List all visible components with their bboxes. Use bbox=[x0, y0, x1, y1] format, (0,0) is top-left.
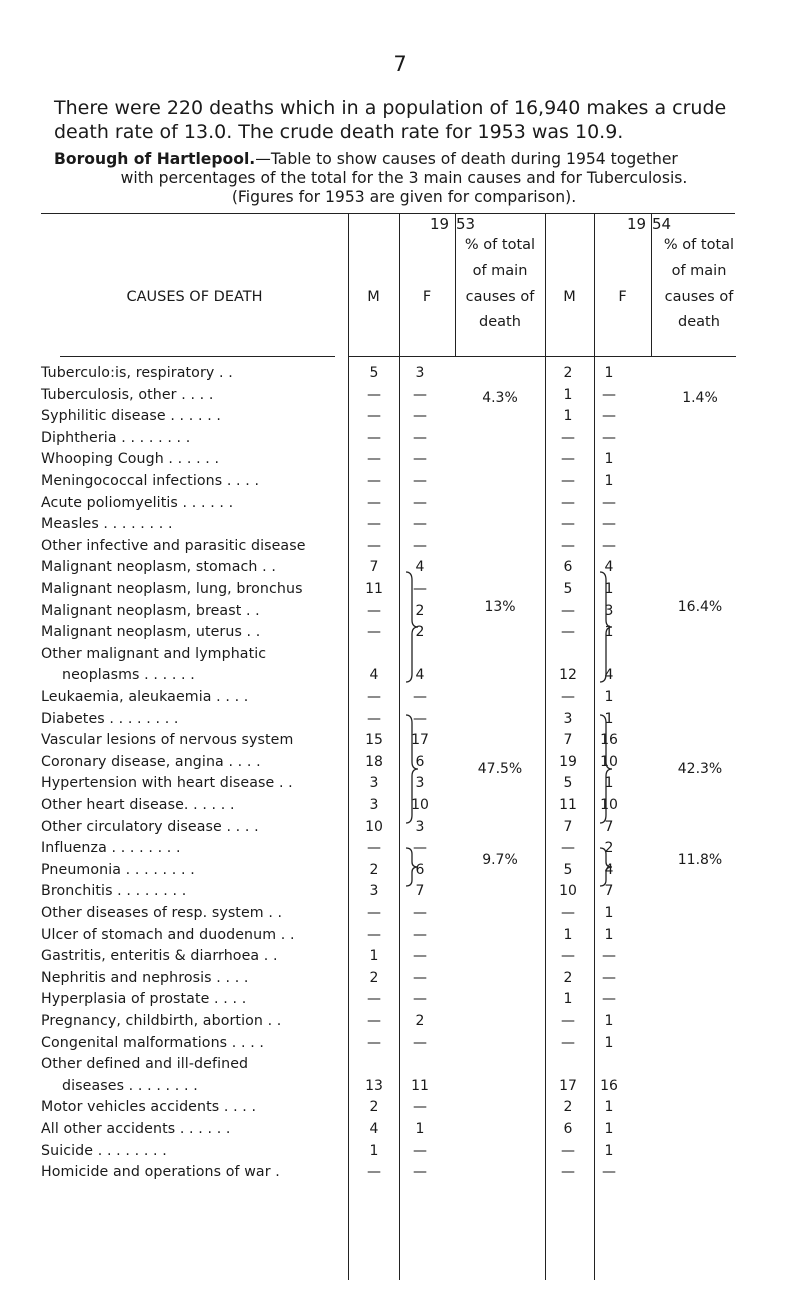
cell-f54: — bbox=[602, 408, 616, 424]
cell-m53: 3 bbox=[369, 775, 379, 791]
cause-label: Other defined and ill-defined bbox=[41, 1056, 249, 1072]
header-pct-1953-line-2: of main bbox=[472, 263, 528, 279]
cause-label: Ulcer of stomach and duodenum . . bbox=[41, 927, 295, 943]
table-caption-line-1 bbox=[54, 150, 754, 169]
cell-f54: 4 bbox=[604, 862, 614, 878]
cell-f53: — bbox=[413, 840, 427, 856]
cell-f54: 1 bbox=[604, 624, 614, 640]
cell-m54: — bbox=[561, 948, 575, 964]
cause-label: neoplasms . . . . . . bbox=[62, 667, 195, 683]
cause-label: Malignant neoplasm, lung, bronchus bbox=[41, 581, 303, 597]
year-1953-left: 19 bbox=[430, 215, 450, 233]
cause-label: Measles . . . . . . . . bbox=[41, 516, 173, 532]
cell-f53: — bbox=[413, 991, 427, 1007]
cell-f53: — bbox=[413, 473, 427, 489]
cell-f54: 1 bbox=[604, 775, 614, 791]
cause-label: Bronchitis . . . . . . . . bbox=[41, 883, 187, 899]
cell-f53: — bbox=[413, 516, 427, 532]
cause-label: Other circulatory disease . . . . bbox=[41, 819, 259, 835]
cell-f53: 4 bbox=[415, 667, 425, 683]
cell-f53: — bbox=[413, 711, 427, 727]
cell-m53: — bbox=[367, 1035, 381, 1051]
cell-m54: 1 bbox=[563, 408, 573, 424]
cell-f53: — bbox=[413, 905, 427, 921]
cell-f53: — bbox=[413, 387, 427, 403]
cell-m53: — bbox=[367, 1164, 381, 1180]
cell-f54: — bbox=[602, 538, 616, 554]
cell-f53: — bbox=[413, 430, 427, 446]
cause-label: Vascular lesions of nervous system bbox=[41, 732, 294, 748]
cell-m53: — bbox=[367, 603, 381, 619]
cell-m53: 15 bbox=[365, 732, 383, 748]
cell-f54: 16 bbox=[600, 732, 618, 748]
cell-m54: — bbox=[561, 840, 575, 856]
cause-label: Diabetes . . . . . . . . bbox=[41, 711, 179, 727]
cell-m54: — bbox=[561, 538, 575, 554]
cause-label: Influenza . . . . . . . . bbox=[41, 840, 181, 856]
cause-label: Tuberculo:is, respiratory . . bbox=[41, 365, 233, 381]
cell-f54: — bbox=[602, 1164, 616, 1180]
cell-f54: 1 bbox=[604, 1013, 614, 1029]
cell-m54: 1 bbox=[563, 387, 573, 403]
cell-m53: — bbox=[367, 905, 381, 921]
cell-m54: 7 bbox=[563, 819, 573, 835]
cell-m53: 13 bbox=[365, 1078, 383, 1094]
cell-f53: 6 bbox=[415, 862, 425, 878]
cause-label: Other heart disease. . . . . . bbox=[41, 797, 235, 813]
pct-1953-respiratory: 9.7% bbox=[482, 852, 518, 868]
year-1954-left: 19 bbox=[627, 215, 647, 233]
cell-f54: 1 bbox=[604, 927, 614, 943]
cause-label: Acute poliomyelitis . . . . . . bbox=[41, 495, 234, 511]
cell-m54: — bbox=[561, 905, 575, 921]
cell-f53: 2 bbox=[415, 1013, 425, 1029]
cell-m54: — bbox=[561, 1164, 575, 1180]
cell-f54: 1 bbox=[604, 451, 614, 467]
cell-m54: — bbox=[561, 495, 575, 511]
cell-f53: — bbox=[413, 1099, 427, 1115]
pct-1954-tuberculosis: 1.4% bbox=[682, 390, 718, 406]
cell-f53: 6 bbox=[415, 754, 425, 770]
cell-f53: — bbox=[413, 581, 427, 597]
cell-f54: 1 bbox=[604, 1143, 614, 1159]
cell-m53: 11 bbox=[365, 581, 383, 597]
cell-f53: — bbox=[413, 538, 427, 554]
cell-f54: — bbox=[602, 387, 616, 403]
cell-m53: — bbox=[367, 624, 381, 640]
cause-label: Meningococcal infections . . . . bbox=[41, 473, 260, 489]
cell-m54: 12 bbox=[559, 667, 577, 683]
cell-m53: — bbox=[367, 387, 381, 403]
cell-m54: 2 bbox=[563, 1099, 573, 1115]
table-top-rule bbox=[41, 213, 735, 214]
column-rule-4 bbox=[545, 213, 546, 1280]
cell-m53: 3 bbox=[369, 797, 379, 813]
cell-m54: 6 bbox=[563, 559, 573, 575]
header-pct-1953-line-3: causes of bbox=[465, 289, 535, 305]
cell-f54: 7 bbox=[604, 819, 614, 835]
cause-label: Leukaemia, aleukaemia . . . . bbox=[41, 689, 249, 705]
cause-label: Hyperplasia of prostate . . . . bbox=[41, 991, 247, 1007]
cell-f53: — bbox=[413, 948, 427, 964]
cell-m53: — bbox=[367, 538, 381, 554]
cell-m53: — bbox=[367, 927, 381, 943]
cell-m53: 10 bbox=[365, 819, 383, 835]
cell-f54: — bbox=[602, 948, 616, 964]
cell-f53: — bbox=[413, 927, 427, 943]
intro-line-1: There were 220 deaths which in a population of 16,940 makes a crude bbox=[54, 97, 727, 119]
cell-f54: 7 bbox=[604, 883, 614, 899]
pct-1953-circulatory: 47.5% bbox=[477, 761, 523, 777]
cause-label: Whooping Cough . . . . . . bbox=[41, 451, 220, 467]
cell-f54: 10 bbox=[600, 797, 618, 813]
cell-m54: 6 bbox=[563, 1121, 573, 1137]
cell-m54: — bbox=[561, 451, 575, 467]
cell-f53: — bbox=[413, 1143, 427, 1159]
cell-f54: — bbox=[602, 495, 616, 511]
header-pct-1954-line-4: death bbox=[678, 314, 720, 330]
cell-m54: 5 bbox=[563, 862, 573, 878]
cell-f54: 1 bbox=[604, 689, 614, 705]
cell-f54: 1 bbox=[604, 1035, 614, 1051]
cause-label: Other infective and parasitic disease bbox=[41, 538, 306, 554]
intro-line-2: death rate of 13.0. The crude death rate for 1953 was 10.9. bbox=[54, 121, 624, 143]
cause-label: Syphilitic disease . . . . . . bbox=[41, 408, 222, 424]
cause-label: Diphtheria . . . . . . . . bbox=[41, 430, 191, 446]
cell-f54: 4 bbox=[604, 667, 614, 683]
cell-m53: 2 bbox=[369, 970, 379, 986]
cause-label: Pregnancy, childbirth, abortion . . bbox=[41, 1013, 282, 1029]
cell-m54: 5 bbox=[563, 581, 573, 597]
header-pct-1954-line-2: of main bbox=[671, 263, 727, 279]
cell-f54: — bbox=[602, 970, 616, 986]
cause-label: Homicide and operations of war . bbox=[41, 1164, 280, 1180]
cell-f53: — bbox=[413, 408, 427, 424]
table-caption-line-3: (Figures for 1953 are given for comparison). bbox=[231, 188, 577, 206]
table-caption-rest: —Table to show causes of death during 1954 together bbox=[255, 150, 678, 168]
cell-f53: 7 bbox=[415, 883, 425, 899]
cause-label: Nephritis and nephrosis . . . . bbox=[41, 970, 249, 986]
header-bottom-rule-causes bbox=[60, 356, 335, 357]
cell-f54: 1 bbox=[604, 1121, 614, 1137]
cell-f54: 1 bbox=[604, 905, 614, 921]
cause-label: diseases . . . . . . . . bbox=[62, 1078, 198, 1094]
header-f-1954: F bbox=[618, 289, 627, 305]
cell-f53: 2 bbox=[415, 624, 425, 640]
cell-m53: 18 bbox=[365, 754, 383, 770]
cell-m54: — bbox=[561, 430, 575, 446]
cell-m54: 3 bbox=[563, 711, 573, 727]
cell-m54: 7 bbox=[563, 732, 573, 748]
cell-m54: — bbox=[561, 1143, 575, 1159]
cell-f53: 4 bbox=[415, 559, 425, 575]
cell-m53: — bbox=[367, 711, 381, 727]
cell-f54: — bbox=[602, 516, 616, 532]
cell-f54: 1 bbox=[604, 1099, 614, 1115]
cell-m54: 19 bbox=[559, 754, 577, 770]
cell-m53: — bbox=[367, 516, 381, 532]
column-rule-1 bbox=[348, 213, 349, 1280]
page-number: 7 bbox=[393, 52, 407, 76]
cell-f53: — bbox=[413, 970, 427, 986]
cell-m53: — bbox=[367, 473, 381, 489]
cell-m53: 3 bbox=[369, 883, 379, 899]
cell-f53: 3 bbox=[415, 775, 425, 791]
cell-f53: — bbox=[413, 689, 427, 705]
cell-m53: — bbox=[367, 840, 381, 856]
cell-f53: 3 bbox=[415, 819, 425, 835]
cause-label: Other malignant and lymphatic bbox=[41, 646, 267, 662]
cell-f53: 1 bbox=[415, 1121, 425, 1137]
cell-m53: 4 bbox=[369, 667, 379, 683]
cell-m53: — bbox=[367, 430, 381, 446]
cell-f54: — bbox=[602, 991, 616, 1007]
cell-f54: 2 bbox=[604, 840, 614, 856]
cause-label: Malignant neoplasm, breast . . bbox=[41, 603, 260, 619]
cell-m53: 4 bbox=[369, 1121, 379, 1137]
cell-f54: 10 bbox=[600, 754, 618, 770]
cause-label: Coronary disease, angina . . . . bbox=[41, 754, 261, 770]
cell-f53: 3 bbox=[415, 365, 425, 381]
cell-m54: — bbox=[561, 516, 575, 532]
year-1953-right: 53 bbox=[456, 215, 476, 233]
header-pct-1954-line-1: % of total bbox=[663, 237, 735, 253]
header-m-1954: M bbox=[563, 289, 576, 305]
pct-1954-cancer: 16.4% bbox=[677, 599, 723, 615]
cell-m54: — bbox=[561, 603, 575, 619]
cell-f54: 1 bbox=[604, 581, 614, 597]
pct-1954-respiratory: 11.8% bbox=[677, 852, 723, 868]
cell-m53: 1 bbox=[369, 948, 379, 964]
cause-label: Other diseases of resp. system . . bbox=[41, 905, 283, 921]
cause-label: Suicide . . . . . . . . bbox=[41, 1143, 167, 1159]
cell-m54: 10 bbox=[559, 883, 577, 899]
cell-m53: — bbox=[367, 689, 381, 705]
cell-f53: — bbox=[413, 1035, 427, 1051]
cell-f54: — bbox=[602, 430, 616, 446]
header-pct-1953-line-4: death bbox=[479, 314, 521, 330]
header-f-1953: F bbox=[422, 289, 432, 305]
cell-m54: — bbox=[561, 689, 575, 705]
cell-m54: 5 bbox=[563, 775, 573, 791]
pct-1953-tuberculosis: 4.3% bbox=[482, 390, 518, 406]
cell-m54: 11 bbox=[559, 797, 577, 813]
cause-label: Motor vehicles accidents . . . . bbox=[41, 1099, 257, 1115]
cell-m54: — bbox=[561, 624, 575, 640]
cell-m53: 1 bbox=[369, 1143, 379, 1159]
cell-m53: — bbox=[367, 991, 381, 1007]
cell-m53: 5 bbox=[369, 365, 379, 381]
table-caption-line-2: with percentages of the total for the 3 main causes and for Tuberculosis. bbox=[120, 169, 688, 187]
cell-m53: — bbox=[367, 451, 381, 467]
table-caption-title: Borough of Hartlepool. bbox=[54, 150, 256, 168]
cell-m53: — bbox=[367, 495, 381, 511]
cell-m54: 17 bbox=[559, 1078, 577, 1094]
cell-f53: 2 bbox=[415, 603, 425, 619]
cell-f54: 1 bbox=[604, 711, 614, 727]
cell-f54: 4 bbox=[604, 559, 614, 575]
cell-f53: 17 bbox=[411, 732, 429, 748]
cell-f53: — bbox=[413, 1164, 427, 1180]
header-bottom-rule-values bbox=[348, 356, 736, 357]
cell-m53: 2 bbox=[369, 1099, 379, 1115]
year-1954-right: 54 bbox=[652, 215, 672, 233]
cell-f53: — bbox=[413, 451, 427, 467]
cell-f53: 10 bbox=[411, 797, 429, 813]
cause-label: Tuberculosis, other . . . . bbox=[41, 387, 214, 403]
cell-m53: 7 bbox=[369, 559, 379, 575]
cell-m54: 1 bbox=[563, 991, 573, 1007]
pct-1954-circulatory: 42.3% bbox=[677, 761, 723, 777]
cause-label: Pneumonia . . . . . . . . bbox=[41, 862, 195, 878]
cause-label: All other accidents . . . . . . bbox=[41, 1121, 231, 1137]
cell-m54: 1 bbox=[563, 927, 573, 943]
cause-label: Malignant neoplasm, uterus . . bbox=[41, 624, 261, 640]
cell-f54: 16 bbox=[600, 1078, 618, 1094]
cause-label: Hypertension with heart disease . . bbox=[41, 775, 293, 791]
cause-label: Congenital malformations . . . . bbox=[41, 1035, 265, 1051]
cell-f54: 1 bbox=[604, 473, 614, 489]
cause-label: Malignant neoplasm, stomach . . bbox=[41, 559, 276, 575]
cell-m54: 2 bbox=[563, 365, 573, 381]
cell-m53: — bbox=[367, 408, 381, 424]
cell-m54: 2 bbox=[563, 970, 573, 986]
header-m-1953: M bbox=[367, 289, 380, 305]
cell-f53: 11 bbox=[411, 1078, 429, 1094]
header-causes-of-death: CAUSES OF DEATH bbox=[126, 289, 263, 305]
cell-m54: — bbox=[561, 473, 575, 489]
cause-label: Gastritis, enteritis & diarrhoea . . bbox=[41, 948, 278, 964]
cell-m53: — bbox=[367, 1013, 381, 1029]
pct-1953-cancer: 13% bbox=[484, 599, 516, 615]
cell-f53: — bbox=[413, 495, 427, 511]
header-pct-1953-line-1: % of total bbox=[464, 237, 536, 253]
cell-m53: 2 bbox=[369, 862, 379, 878]
cell-m54: — bbox=[561, 1013, 575, 1029]
cell-f54: 1 bbox=[604, 365, 614, 381]
cell-f54: 3 bbox=[604, 603, 614, 619]
cell-m54: — bbox=[561, 1035, 575, 1051]
header-pct-1954-line-3: causes of bbox=[664, 289, 734, 305]
